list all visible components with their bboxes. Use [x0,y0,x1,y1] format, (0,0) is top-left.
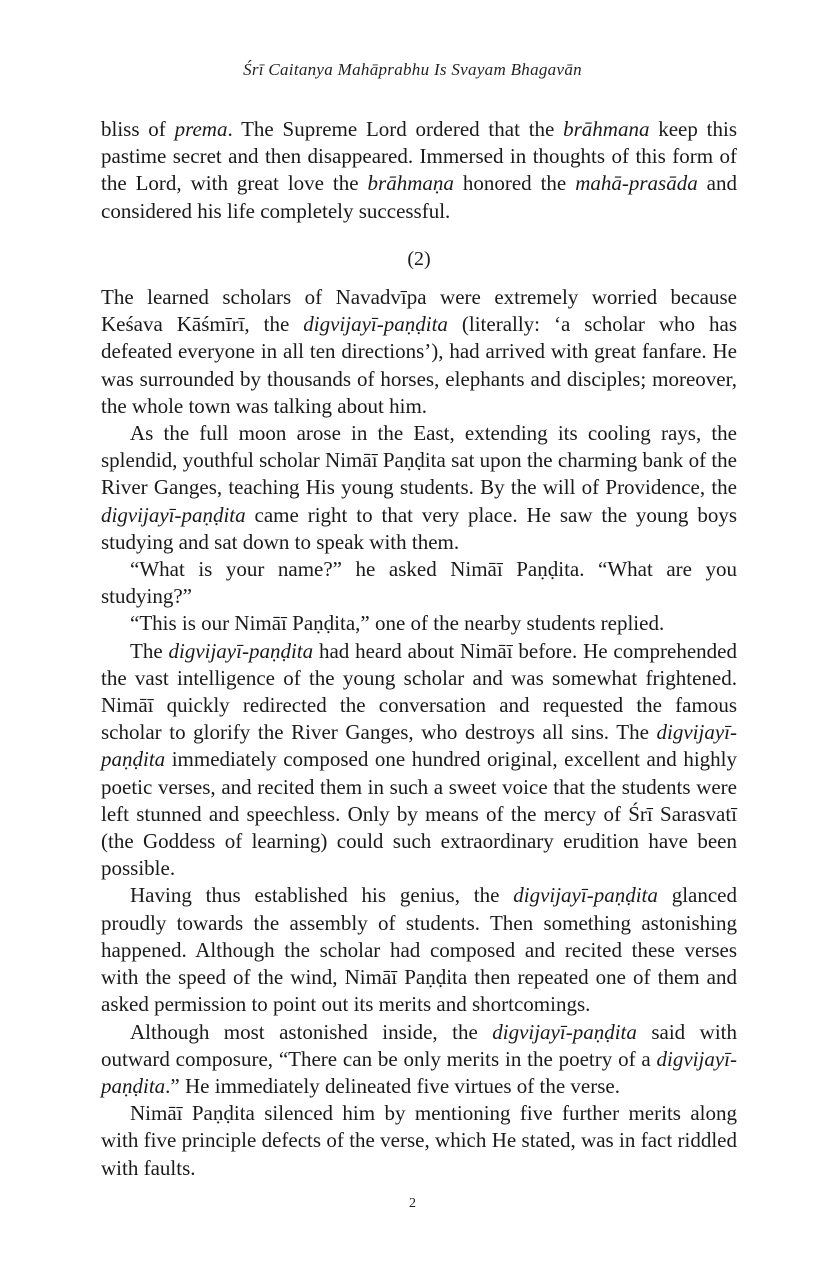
paragraph [101,610,737,637]
text-run: Nimāī Paṇḍita silenced him by mentioning five further merits along with five principle defects of the verse, which He stated, was in fact riddled with faults. [101,1101,737,1180]
italic-term: digvijayī-paṇḍita [101,1046,737,1098]
text-run: Having thus established his genius, the [130,883,514,908]
italic-term: digvijayī-paṇḍita [101,720,737,772]
italic-term: prema [174,117,228,141]
body-text [101,116,737,1182]
paragraph [101,1019,737,1101]
paragraph [101,638,737,883]
text-run: bliss of [101,117,175,141]
running-head: Śrī Caitanya Mahāprabhu Is Svayam Bhagavān [243,60,582,79]
text-run: glanced proudly towards the assembly of students. Then something astonishing happened. Although the scholar had composed and recited these verses with the speed of the wind, Nimāī Paṇḍita then repeated one of them and asked permission to point out its merits and shortcomings. [101,883,737,1017]
text-run: “What is your name?” he asked Nimāī Paṇḍita. “What are you studying?” [101,557,737,609]
text-run: As the full moon arose in the East, extending its cooling rays, the splendid, youthful scholar Nimāī Paṇḍita sat upon the charming bank of the River Ganges, teaching His young students. By the will of Providence, the [101,421,737,500]
paragraph [101,420,737,556]
text-run: The [130,638,169,663]
text-run: keep this pastime secret and then disappeared. Immersed in thoughts of this form of the Lord, with great love the [101,117,737,196]
paragraph [101,556,737,610]
text-run: had heard about Nimāī before. He comprehended the vast intelligence of the young scholar and was somewhat frightened. Nimāī quickly redirected the conversation and requested the famous scholar to glorify the River Ganges, who destroys all sins. The [101,638,737,745]
paragraph [101,116,737,225]
page-number: 2 [409,1196,416,1211]
text-run: immediately composed one hundred original, excellent and highly poetic verses, and recited them in such a sweet voice that the students were left stunned and speechless. Only by means of the mercy of Śrī Sarasvatī (the Goddess of learning) could such extraordinary erudition have been possible. [101,747,737,881]
text-run: . The Supreme Lord ordered that the [227,117,564,141]
italic-term: brāhmaṇa [367,171,454,196]
text-run: Although most astonished inside, the [130,1019,493,1044]
italic-term: digvijayī-paṇḍita [513,883,658,908]
italic-term: digvijayī-paṇḍita [492,1019,637,1044]
text-run: .” He immediately delineated five virtues of the verse. [165,1073,620,1098]
paragraph [101,284,737,420]
section-marker: (2) [407,247,431,270]
italic-term: digvijayī-paṇḍita [303,312,448,337]
italic-term: digvijayī-paṇḍita [101,502,246,527]
paragraph [101,882,737,1018]
text-run: and considered his life completely successful. [101,171,737,223]
italic-term: mahā-prasāda [575,171,698,196]
text-run: said with outward composure, “There can be only merits in the poetry of a [101,1019,737,1071]
text-run: (literally: ‘a scholar who has defeated everyone in all ten directions’), had arrived with great fanfare. He was surrounded by thousands of horses, elephants and disciples; moreover, the whole town was talking about him. [101,312,737,418]
text-run: “This is our Nimāī Paṇḍita,” one of the nearby students replied. [130,611,665,636]
italic-term: brāhmana [563,117,650,141]
text-run: came right to that very place. He saw the young boys studying and sat down to speak with them. [101,502,737,554]
italic-term: digvijayī-paṇḍita [168,638,314,663]
text-run: The learned scholars of Navadvīpa were extremely worried because Keśava Kāśmīrī, the [101,285,737,337]
paragraph [101,1100,737,1182]
text-run: honored the [453,171,576,196]
